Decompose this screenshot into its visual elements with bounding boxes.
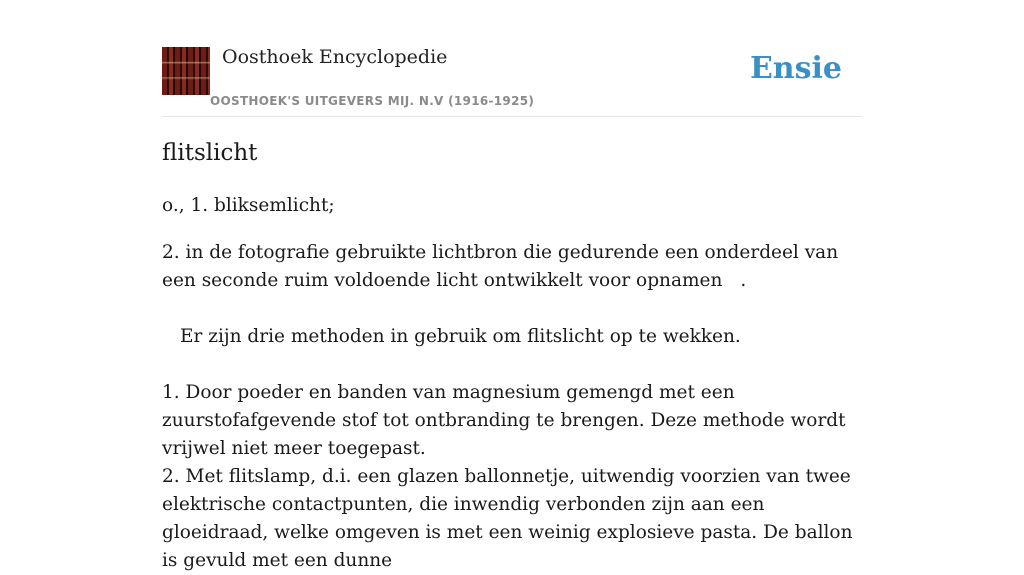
article-title: flitslicht (162, 140, 258, 166)
encyclopedia-avatar[interactable] (162, 47, 210, 95)
site-header (162, 0, 862, 117)
site-name-link[interactable]: Oosthoek Encyclopedie (222, 46, 448, 68)
definition-2-text: 2. in de fotografie gebruikte lichtbron die gedurende een onderdeel van een seconde ruim voldoende licht ontwikkelt voor opnamen (162, 242, 839, 291)
definition-1: o., 1. bliksemlicht; (162, 195, 335, 216)
method-1: 1. Door poeder en banden van magnesium gemengd met een zuurstofafgevende stof tot ontbranding te brengen. Deze methode wordt vrijwel niet meer toegepast. (162, 382, 846, 459)
ensie-logo-link[interactable]: Ensie (749, 51, 842, 86)
page-container (162, 0, 862, 571)
method-2: 2. Met flitslamp, d.i. een glazen ballonnetje, uitwendig voorzien van twee elektrische contactpunten, die inwendig verbonden zijn aan een gloeidraad, welke omgeven is met een weinig explosieve pasta. De ballon is gevuld met een dunne (162, 466, 853, 571)
publisher-label: OOSTHOEK'S UITGEVERS MIJ. N.V (1916-1925) (210, 94, 535, 108)
article-body (162, 192, 862, 575)
methods-intro: Er zijn drie methoden in gebruik om flitslicht op te wekken. (180, 326, 741, 347)
definition-2-end: . (740, 270, 747, 291)
books-image-icon (162, 47, 210, 95)
definition-2 (162, 239, 862, 295)
